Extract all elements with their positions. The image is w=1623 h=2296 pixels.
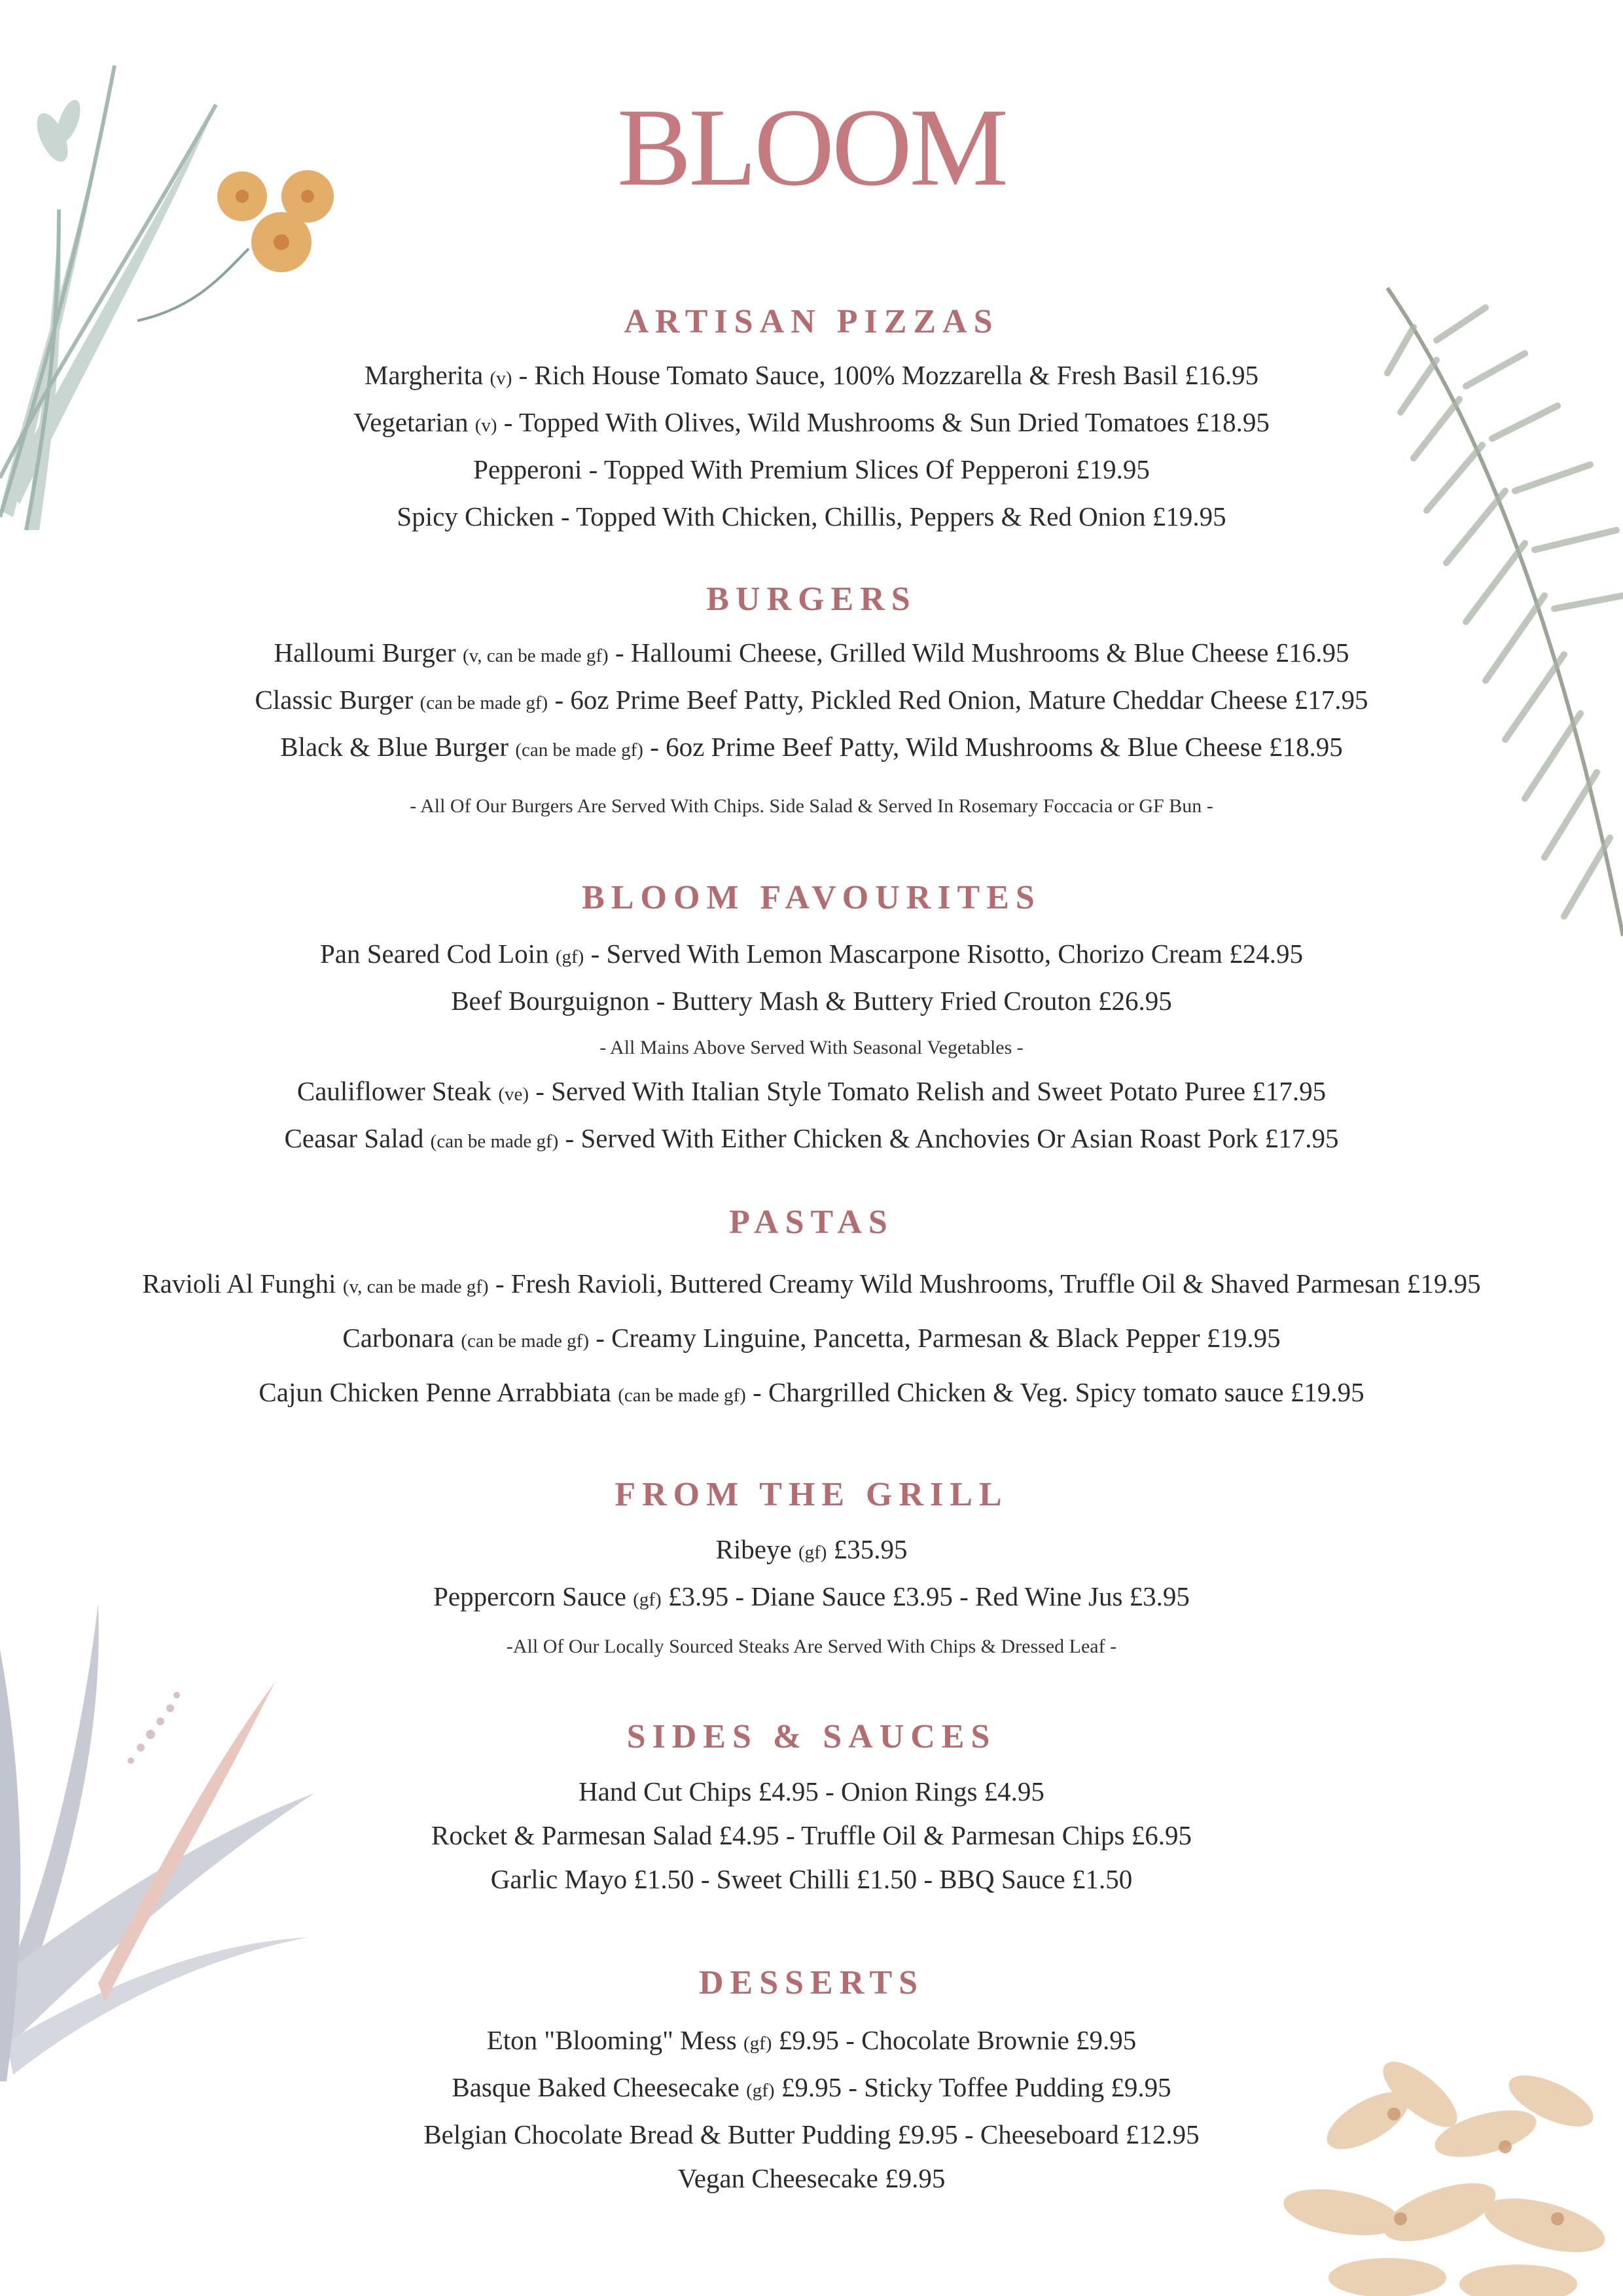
menu-item: Spicy Chicken - Topped With Chicken, Chillis, Peppers & Red Onion £19.95 xyxy=(397,501,1226,531)
menu-item: Classic Burger (can be made gf) - 6oz Prime Beef Patty, Pickled Red Onion, Mature Cheddar Cheese £17.95 xyxy=(255,685,1368,715)
menu-item: Ceasar Salad (can be made gf) - Served With Either Chicken & Anchovies Or Asian Roast Pork £17.95 xyxy=(284,1123,1339,1153)
menu-items xyxy=(0,353,1623,542)
menu-item: Basque Baked Cheesecake (gf) £9.95 - Sticky Toffee Pudding £9.95 xyxy=(452,2072,1171,2102)
section-note: -All Of Our Locally Sourced Steaks Are Served With Chips & Dressed Leaf - xyxy=(506,1636,1117,1657)
menu-item: Vegetarian (v) - Topped With Olives, Wild Mushrooms & Sun Dried Tomatoes £18.95 xyxy=(353,407,1270,437)
menu-item: Ravioli Al Funghi (v, can be made gf) - Fresh Ravioli, Buttered Creamy Wild Mushrooms, Truffle Oil & Shaved Parmesan £19.95 xyxy=(142,1268,1481,1299)
menu-items xyxy=(0,1528,1623,1668)
menu-item: Hand Cut Chips £4.95 - Onion Rings £4.95 xyxy=(579,1776,1044,1806)
menu-items xyxy=(0,1770,1623,1901)
section-pastas xyxy=(0,1206,1623,1421)
section-note: - All Mains Above Served With Seasonal Vegetables - xyxy=(599,1037,1024,1058)
section-title: DESSERTS xyxy=(698,1964,925,2001)
section-bloom-favourites xyxy=(0,881,1623,1164)
menu-item: Vegan Cheesecake £9.95 xyxy=(677,2163,946,2193)
menu-items xyxy=(0,2018,1623,2200)
section-sides-sauces xyxy=(0,1720,1623,1901)
menu-items xyxy=(0,631,1623,827)
menu-item: Halloumi Burger (v, can be made gf) - Halloumi Cheese, Grilled Wild Mushrooms & Blue Cheese £16.95 xyxy=(274,637,1349,668)
menu-item: Peppercorn Sauce (gf) £3.95 - Diane Sauce £3.95 - Red Wine Jus £3.95 xyxy=(433,1581,1190,1611)
menu-item: Beef Bourguignon - Buttery Mash & Buttery Fried Crouton £26.95 xyxy=(451,986,1172,1016)
menu-item: Rocket & Parmesan Salad £4.95 - Truffle Oil & Parmesan Chips £6.95 xyxy=(431,1820,1192,1850)
section-title: PASTAS xyxy=(729,1204,894,1241)
menu-item: Cajun Chicken Penne Arrabbiata (can be made gf) - Chargrilled Chicken & Veg. Spicy tomato sauce £19.95 xyxy=(259,1377,1364,1407)
section-desserts xyxy=(0,1966,1623,2200)
menu-item: Margherita (v) - Rich House Tomato Sauce, 100% Mozzarella & Fresh Basil £16.95 xyxy=(364,360,1259,390)
menu-item: Eton "Blooming" Mess (gf) £9.95 - Chocolate Brownie £9.95 xyxy=(486,2025,1137,2055)
section-note: - All Of Our Burgers Are Served With Chips. Side Salad & Served In Rosemary Foccacia or GF Bun - xyxy=(410,795,1213,817)
menu-item: Pepperoni - Topped With Premium Slices Of Pepperoni £19.95 xyxy=(473,454,1150,484)
menu-item: Belgian Chocolate Bread & Butter Pudding £9.95 - Cheeseboard £12.95 xyxy=(423,2119,1200,2149)
brand-logo: BLOOM xyxy=(617,86,1006,209)
menu-items xyxy=(0,1258,1623,1421)
menu-item: Black & Blue Burger (can be made gf) - 6oz Prime Beef Patty, Wild Mushrooms & Blue Cheese £18.95 xyxy=(280,732,1343,762)
section-burgers xyxy=(0,583,1623,827)
menu-item: Ribeye (gf) £35.95 xyxy=(715,1534,908,1564)
menu-item: Cauliflower Steak (ve) - Served With Italian Style Tomato Relish and Sweet Potato Puree £17.95 xyxy=(296,1076,1327,1106)
section-title: BURGERS xyxy=(706,581,917,618)
section-title: FROM THE GRILL xyxy=(615,1476,1008,1513)
section-artisan-pizzas xyxy=(0,305,1623,542)
section-title: BLOOM FAVOURITES xyxy=(582,879,1041,916)
section-title: SIDES & SAUCES xyxy=(626,1718,997,1755)
section-title: ARTISAN PIZZAS xyxy=(624,303,999,340)
menu-items xyxy=(0,932,1623,1164)
section-from-the-grill xyxy=(0,1478,1623,1668)
menu-item: Garlic Mayo £1.50 - Sweet Chilli £1.50 - BBQ Sauce £1.50 xyxy=(490,1864,1133,1894)
menu-item: Pan Seared Cod Loin (gf) - Served With Lemon Mascarpone Risotto, Chorizo Cream £24.95 xyxy=(319,939,1304,969)
menu-item: Carbonara (can be made gf) - Creamy Linguine, Pancetta, Parmesan & Black Pepper £19.95 xyxy=(342,1323,1281,1353)
